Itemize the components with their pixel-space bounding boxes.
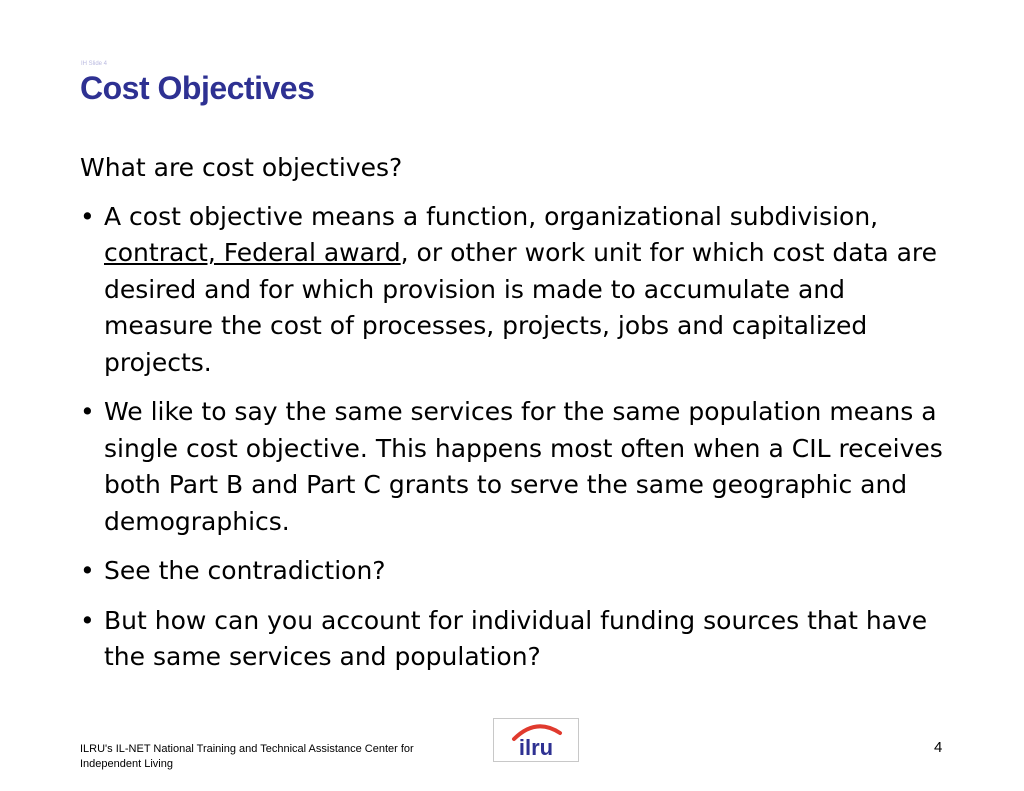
- bullet-text-after: , or other work unit for which cost data are desired and for which provision is made to accumulate and measure the cost of processes, projects, jobs and capitalized projects.: [104, 238, 938, 377]
- underlined-term: contract, Federal award: [104, 238, 401, 267]
- footer-organization: ILRU's IL-NET National Training and Technical Assistance Center for Independent Living: [80, 743, 414, 770]
- bullet-item-question: [80, 603, 960, 676]
- bullet-dot: •: [80, 201, 95, 231]
- bullet-text-before: A cost objective means a function, organizational subdivision,: [104, 201, 879, 231]
- slide-label: IH Slide 4: [81, 61, 108, 67]
- bullet-item-definition: [80, 199, 960, 382]
- bullet-text: We like to say the same services for the same population means a single cost objective. This happens most often when a CIL receives both Part B and Part C grants to serve the same geographic and demographics.: [104, 397, 943, 536]
- slide-content: [80, 150, 960, 689]
- bullet-item-contradiction: [80, 553, 960, 590]
- bullet-dot: •: [80, 397, 95, 426]
- bullet-text: But how can you account for individual funding sources that have the same services and population?: [104, 605, 928, 671]
- logo-text: ilru: [518, 735, 554, 760]
- ilru-logo-icon: [494, 719, 578, 761]
- bullet-dot: •: [80, 556, 95, 585]
- bullet-list: [80, 199, 960, 676]
- page-number: 4: [934, 739, 943, 756]
- ilru-logo: [493, 718, 579, 762]
- bullet-dot: •: [80, 605, 95, 635]
- bullet-item-single-objective: [80, 394, 960, 540]
- intro-question: What are cost objectives?: [80, 153, 403, 182]
- page-title: Cost Objectives: [80, 70, 315, 106]
- bullet-text: See the contradiction?: [104, 556, 386, 585]
